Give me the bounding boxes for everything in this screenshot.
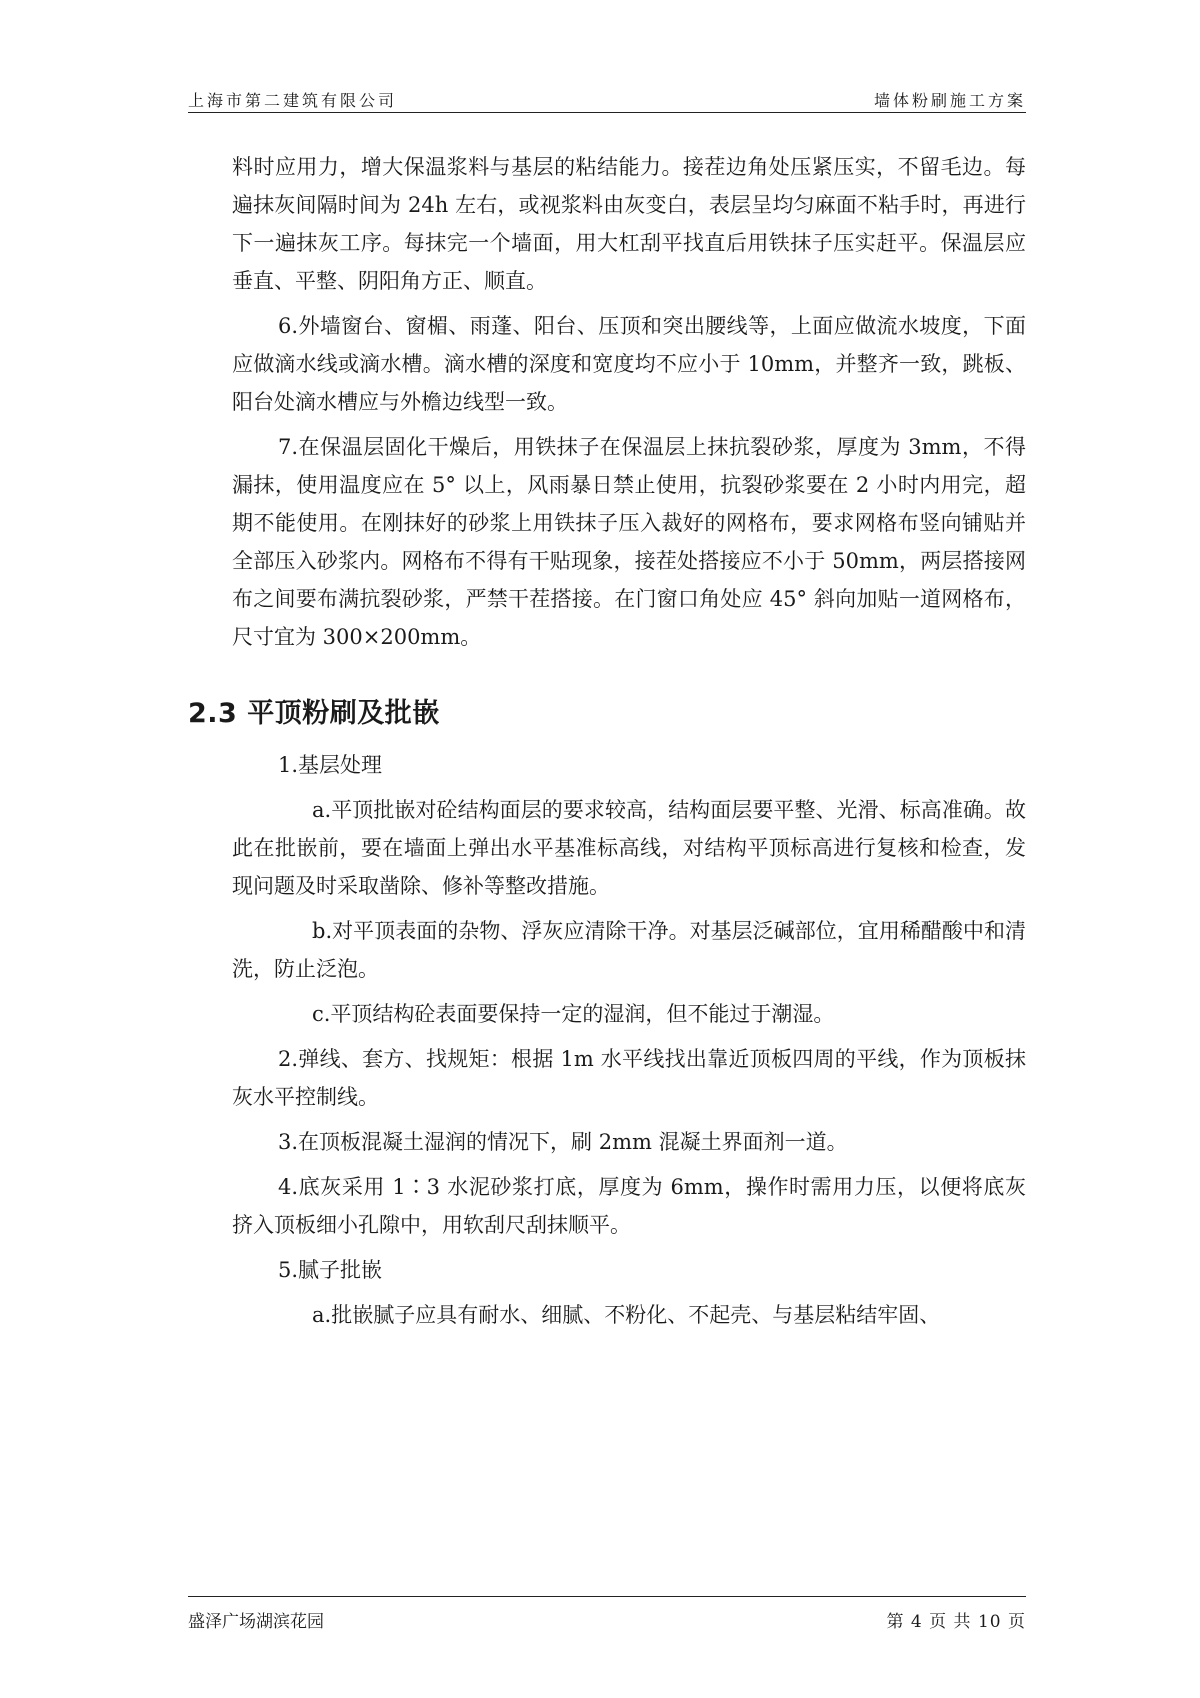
item-3: 3.在顶板混凝土湿润的情况下，刷 2mm 混凝土界面剂一道。 [278,1130,848,1154]
section-heading: 2.3 平顶粉刷及批嵌 [188,698,440,729]
item-5-heading: 5.腻子批嵌 [278,1258,383,1282]
page-footer [188,1596,1026,1632]
header-doc-title: 墙体粉刷施工方案 [873,91,1026,110]
item-1-heading: 1.基层处理 [278,753,383,777]
document-body [188,148,1026,1341]
item-1b: b.对平顶表面的杂物、浮灰应清除干净。对基层泛碱部位，宜用稀醋酸中和清洗，防止泛泡。 [232,919,1026,981]
paragraph-item-7: 7.在保温层固化干燥后，用铁抹子在保温层上抹抗裂砂浆，厚度为 3mm，不得漏抹，使用温度应在 5° 以上，风雨暴日禁止使用，抗裂砂浆要在 2 小时内用完，超期不能使用。在刚抹好的砂浆上用铁抹子压入裁好的网格布，要求网格布竖向铺贴并全部压入砂浆内。网格布不得有干贴现象，接茬处搭接应不小于 50mm，两层搭接网布之间要布满抗裂砂浆，严禁干茬搭接。在门窗口角处应 45° 斜向加贴一道网格布，尺寸宜为 300×200mm。 [232,435,1026,649]
item-1a: a.平顶批嵌对砼结构面层的要求较高，结构面层要平整、光滑、标高准确。故此在批嵌前，要在墙面上弹出水平基准标高线，对结构平顶标高进行复核和检查，发现问题及时采取凿除、修补等整改措施。 [232,798,1026,898]
item-2: 2.弹线、套方、找规矩：根据 1m 水平线找出靠近顶板四周的平线，作为顶板抹灰水平控制线。 [232,1047,1026,1109]
footer-project: 盛泽广场湖滨花园 [188,1612,324,1632]
paragraph-continued: 料时应用力，增大保温浆料与基层的粘结能力。接茬边角处压紧压实，不留毛边。每遍抹灰间隔时间为 24h 左右，或视浆料由灰变白，表层呈均匀麻面不粘手时，再进行下一遍抹灰工序。每抹完一个墙面，用大杠刮平找直后用铁抹子压实赶平。保温层应垂直、平整、阴阳角方正、顺直。 [232,155,1026,293]
item-1c: c.平顶结构砼表面要保持一定的湿润，但不能过于潮湿。 [312,1002,835,1026]
item-5a: a.批嵌腻子应具有耐水、细腻、不粉化、不起壳、与基层粘结牢固、 [312,1303,941,1327]
page-header [188,86,1026,113]
header-company: 上海市第二建筑有限公司 [188,91,398,110]
item-4: 4.底灰采用 1∶3 水泥砂浆打底，厚度为 6mm，操作时需用力压，以便将底灰挤入顶板细小孔隙中，用软刮尺刮抹顺平。 [232,1175,1026,1237]
footer-page-info: 第 4 页 共 10 页 [886,1612,1026,1632]
paragraph-item-6: 6.外墙窗台、窗楣、雨蓬、阳台、压顶和突出腰线等，上面应做流水坡度，下面应做滴水线或滴水槽。滴水槽的深度和宽度均不应小于 10mm，并整齐一致，跳板、阳台处滴水槽应与外檐边线型一致。 [232,314,1026,414]
